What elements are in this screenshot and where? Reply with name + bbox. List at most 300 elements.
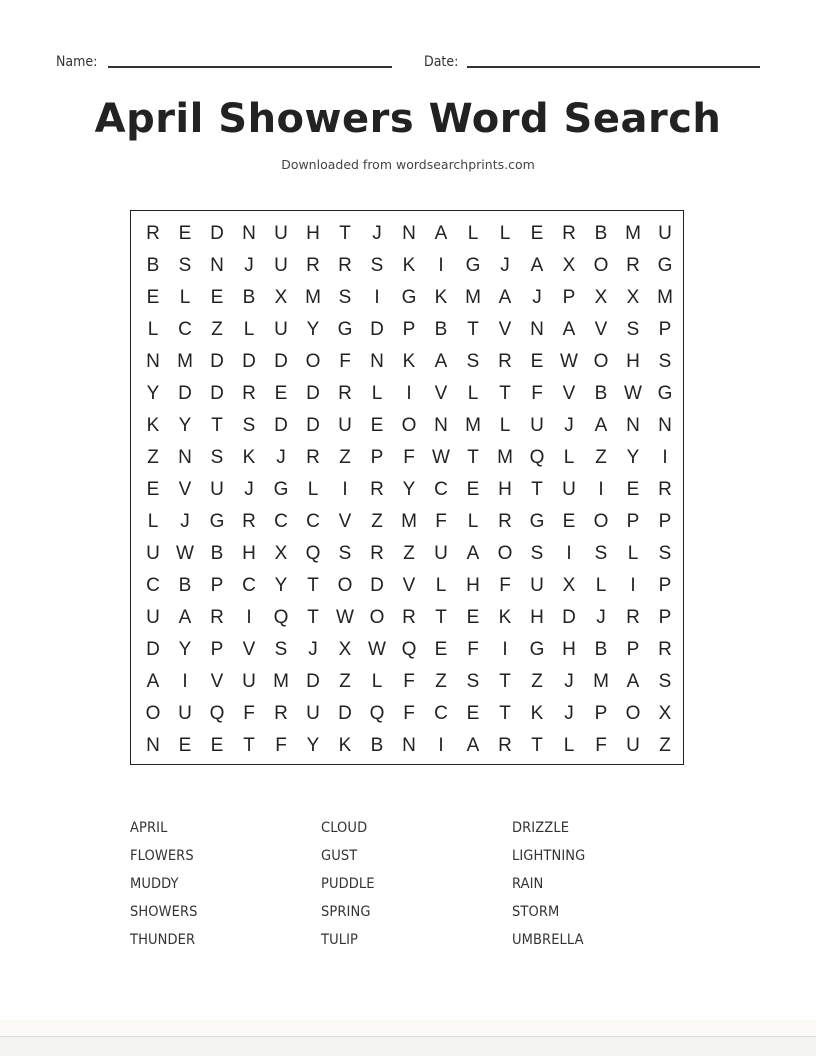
- grid-cell[interactable]: V: [594, 319, 608, 340]
- grid-cell[interactable]: R: [658, 479, 672, 500]
- grid-cell[interactable]: J: [564, 415, 574, 436]
- grid-cell[interactable]: S: [466, 351, 480, 372]
- grid-cell[interactable]: W: [560, 351, 578, 372]
- grid-cell[interactable]: T: [531, 479, 543, 500]
- grid-cell[interactable]: S: [338, 287, 352, 308]
- grid-cell[interactable]: D: [210, 223, 224, 244]
- grid-cell[interactable]: B: [178, 575, 192, 596]
- date-line[interactable]: [467, 66, 760, 68]
- grid-cell[interactable]: E: [466, 703, 480, 724]
- grid-cell[interactable]: E: [626, 479, 640, 500]
- grid-cell[interactable]: R: [626, 255, 640, 276]
- grid-cell[interactable]: K: [338, 735, 352, 756]
- grid-cell[interactable]: R: [274, 703, 288, 724]
- grid-cell[interactable]: G: [337, 319, 353, 340]
- grid-cell[interactable]: U: [178, 703, 192, 724]
- grid-cell[interactable]: M: [305, 287, 321, 308]
- grid-row: [131, 570, 683, 602]
- grid-cell[interactable]: C: [242, 575, 256, 596]
- grid-cell[interactable]: M: [465, 415, 481, 436]
- grid-cell[interactable]: Y: [306, 735, 320, 756]
- grid-cell[interactable]: P: [658, 575, 672, 596]
- grid-cell[interactable]: S: [594, 543, 608, 564]
- grid-cell[interactable]: J: [308, 639, 318, 660]
- grid-cell[interactable]: Y: [626, 447, 640, 468]
- grid-cell[interactable]: S: [626, 319, 640, 340]
- grid-cell[interactable]: B: [594, 383, 608, 404]
- grid-cell[interactable]: U: [530, 415, 544, 436]
- word-list-item: APRIL: [130, 820, 168, 836]
- grid-cell[interactable]: E: [178, 735, 192, 756]
- grid-cell[interactable]: S: [274, 639, 288, 660]
- grid-cell[interactable]: I: [182, 671, 188, 692]
- grid-cell[interactable]: D: [338, 703, 352, 724]
- grid-cell[interactable]: N: [242, 223, 256, 244]
- grid-cell[interactable]: F: [243, 703, 255, 724]
- grid-cell[interactable]: V: [562, 383, 576, 404]
- grid-cell[interactable]: L: [179, 287, 191, 308]
- grid-cell[interactable]: P: [626, 639, 640, 660]
- grid-cell[interactable]: A: [498, 287, 512, 308]
- grid-cell[interactable]: D: [178, 383, 192, 404]
- grid-cell[interactable]: A: [530, 255, 544, 276]
- grid-cell[interactable]: I: [438, 735, 444, 756]
- grid-cell[interactable]: R: [402, 607, 416, 628]
- grid-cell[interactable]: C: [434, 479, 448, 500]
- grid-cell[interactable]: P: [210, 639, 224, 660]
- grid-cell[interactable]: V: [242, 639, 256, 660]
- grid-cell[interactable]: D: [210, 383, 224, 404]
- grid-cell[interactable]: L: [467, 511, 479, 532]
- grid-cell[interactable]: E: [210, 735, 224, 756]
- grid-cell[interactable]: L: [467, 223, 479, 244]
- grid-cell[interactable]: A: [594, 415, 608, 436]
- grid-cell[interactable]: N: [146, 735, 160, 756]
- grid-cell[interactable]: A: [146, 671, 160, 692]
- grid-cell[interactable]: J: [596, 607, 606, 628]
- grid-cell[interactable]: J: [372, 223, 382, 244]
- grid-cell[interactable]: R: [338, 383, 352, 404]
- grid-cell[interactable]: L: [435, 575, 447, 596]
- grid-cell[interactable]: K: [402, 255, 416, 276]
- grid-cell[interactable]: A: [562, 319, 576, 340]
- grid-cell[interactable]: W: [368, 639, 386, 660]
- grid-cell[interactable]: K: [498, 607, 512, 628]
- grid-cell[interactable]: I: [502, 639, 508, 660]
- grid-cell[interactable]: Z: [531, 671, 543, 692]
- grid-cell[interactable]: S: [658, 671, 672, 692]
- grid-cell[interactable]: F: [435, 511, 447, 532]
- grid-cell[interactable]: C: [274, 511, 288, 532]
- grid-cell[interactable]: B: [594, 639, 608, 660]
- grid-cell[interactable]: F: [499, 575, 511, 596]
- grid-cell[interactable]: T: [211, 415, 223, 436]
- grid-cell[interactable]: U: [146, 607, 160, 628]
- grid-cell[interactable]: P: [626, 511, 640, 532]
- grid-cell[interactable]: Z: [339, 447, 351, 468]
- grid-cell[interactable]: S: [242, 415, 256, 436]
- grid-cell[interactable]: S: [658, 543, 672, 564]
- grid-cell[interactable]: G: [529, 639, 545, 660]
- grid-cell[interactable]: I: [566, 543, 572, 564]
- name-label: Name:: [56, 54, 98, 70]
- grid-cell[interactable]: J: [500, 255, 510, 276]
- grid-cell[interactable]: L: [499, 415, 511, 436]
- grid-cell[interactable]: Y: [402, 479, 416, 500]
- grid-cell[interactable]: T: [339, 223, 351, 244]
- grid-cell[interactable]: X: [626, 287, 640, 308]
- grid-cell[interactable]: G: [273, 479, 289, 500]
- grid-cell[interactable]: D: [274, 415, 288, 436]
- grid-cell[interactable]: L: [627, 543, 639, 564]
- grid-cell[interactable]: Q: [305, 543, 321, 564]
- grid-cell[interactable]: O: [593, 255, 609, 276]
- grid-cell[interactable]: R: [306, 255, 320, 276]
- grid-cell[interactable]: Z: [595, 447, 607, 468]
- grid-cell[interactable]: L: [563, 447, 575, 468]
- grid-cell[interactable]: D: [306, 415, 320, 436]
- grid-cell[interactable]: K: [434, 287, 448, 308]
- grid-cell[interactable]: K: [530, 703, 544, 724]
- grid-cell[interactable]: G: [529, 511, 545, 532]
- grid-cell[interactable]: G: [401, 287, 417, 308]
- grid-cell[interactable]: M: [593, 671, 609, 692]
- grid-cell[interactable]: T: [531, 735, 543, 756]
- grid-cell[interactable]: R: [370, 543, 384, 564]
- grid-cell[interactable]: M: [401, 511, 417, 532]
- grid-cell[interactable]: J: [180, 511, 190, 532]
- grid-cell[interactable]: H: [466, 575, 480, 596]
- grid-cell[interactable]: T: [499, 703, 511, 724]
- grid-cell[interactable]: G: [209, 511, 225, 532]
- grid-cell[interactable]: D: [306, 383, 320, 404]
- grid-cell[interactable]: W: [432, 447, 450, 468]
- grid-cell[interactable]: U: [242, 671, 256, 692]
- grid-cell[interactable]: P: [402, 319, 416, 340]
- grid-cell[interactable]: Q: [209, 703, 225, 724]
- grid-cell[interactable]: L: [563, 735, 575, 756]
- grid-cell[interactable]: F: [467, 639, 479, 660]
- grid-cell[interactable]: N: [402, 223, 416, 244]
- grid-cell[interactable]: I: [598, 479, 604, 500]
- grid-cell[interactable]: D: [146, 639, 160, 660]
- grid-cell[interactable]: E: [466, 479, 480, 500]
- grid-cell[interactable]: O: [401, 415, 417, 436]
- grid-cell[interactable]: Z: [211, 319, 223, 340]
- grid-cell[interactable]: I: [630, 575, 636, 596]
- grid-cell[interactable]: U: [210, 479, 224, 500]
- grid-cell[interactable]: U: [306, 703, 320, 724]
- grid-cell[interactable]: J: [244, 479, 254, 500]
- grid-cell[interactable]: J: [564, 703, 574, 724]
- grid-cell[interactable]: S: [338, 543, 352, 564]
- grid-cell[interactable]: U: [658, 223, 672, 244]
- grid-row: [131, 602, 683, 634]
- grid-cell[interactable]: P: [210, 575, 224, 596]
- grid-cell[interactable]: E: [370, 415, 384, 436]
- grid-cell[interactable]: S: [370, 255, 384, 276]
- grid-cell[interactable]: A: [434, 351, 448, 372]
- grid-cell[interactable]: H: [530, 607, 544, 628]
- grid-cell[interactable]: O: [625, 703, 641, 724]
- grid-cell[interactable]: L: [467, 383, 479, 404]
- grid-cell[interactable]: O: [305, 351, 321, 372]
- grid-cell[interactable]: S: [210, 447, 224, 468]
- grid-cell[interactable]: R: [498, 511, 512, 532]
- grid-cell[interactable]: H: [498, 479, 512, 500]
- grid-cell[interactable]: M: [657, 287, 673, 308]
- grid-cell[interactable]: N: [658, 415, 672, 436]
- grid-cell[interactable]: R: [658, 639, 672, 660]
- grid-cell[interactable]: U: [146, 543, 160, 564]
- grid-cell[interactable]: Z: [403, 543, 415, 564]
- grid-cell[interactable]: P: [562, 287, 576, 308]
- grid-cell[interactable]: V: [498, 319, 512, 340]
- grid-cell[interactable]: P: [370, 447, 384, 468]
- grid-cell[interactable]: N: [178, 447, 192, 468]
- grid-cell[interactable]: C: [178, 319, 192, 340]
- grid-cell[interactable]: N: [146, 351, 160, 372]
- grid-cell[interactable]: S: [530, 543, 544, 564]
- grid-cell[interactable]: M: [465, 287, 481, 308]
- grid-cell[interactable]: T: [467, 447, 479, 468]
- grid-cell[interactable]: O: [593, 351, 609, 372]
- word-list-item: THUNDER: [130, 932, 196, 948]
- grid-cell[interactable]: N: [402, 735, 416, 756]
- grid-cell[interactable]: Q: [273, 607, 289, 628]
- grid-cell[interactable]: Y: [178, 415, 192, 436]
- grid-cell[interactable]: R: [210, 607, 224, 628]
- grid-cell[interactable]: Q: [401, 639, 417, 660]
- grid-cell[interactable]: N: [434, 415, 448, 436]
- grid-cell[interactable]: P: [594, 703, 608, 724]
- grid-cell[interactable]: V: [338, 511, 352, 532]
- grid-cell[interactable]: X: [562, 575, 576, 596]
- grid-cell[interactable]: B: [242, 287, 256, 308]
- grid-cell[interactable]: C: [434, 703, 448, 724]
- grid-cell[interactable]: C: [146, 575, 160, 596]
- grid-cell[interactable]: S: [658, 351, 672, 372]
- grid-cell[interactable]: L: [147, 511, 159, 532]
- grid-cell[interactable]: G: [657, 383, 673, 404]
- grid-cell[interactable]: Q: [369, 703, 385, 724]
- grid-cell[interactable]: Z: [371, 511, 383, 532]
- grid-cell[interactable]: O: [145, 703, 161, 724]
- grid-cell[interactable]: V: [178, 479, 192, 500]
- grid-cell[interactable]: B: [146, 255, 160, 276]
- grid-cell[interactable]: V: [210, 671, 224, 692]
- grid-cell[interactable]: A: [626, 671, 640, 692]
- grid-cell[interactable]: T: [467, 319, 479, 340]
- grid-row: [131, 538, 683, 570]
- grid-cell[interactable]: T: [499, 383, 511, 404]
- grid-cell[interactable]: K: [402, 351, 416, 372]
- grid-cell[interactable]: H: [562, 639, 576, 660]
- grid-cell[interactable]: L: [307, 479, 319, 500]
- grid-cell[interactable]: O: [593, 511, 609, 532]
- grid-cell[interactable]: K: [242, 447, 256, 468]
- grid-cell[interactable]: I: [342, 479, 348, 500]
- grid-cell[interactable]: Y: [306, 319, 320, 340]
- grid-cell[interactable]: A: [466, 543, 480, 564]
- grid-cell[interactable]: K: [146, 415, 160, 436]
- word-list-item: TULIP: [321, 932, 358, 948]
- grid-cell[interactable]: J: [276, 447, 286, 468]
- grid-cell[interactable]: X: [562, 255, 576, 276]
- grid-cell[interactable]: B: [434, 319, 448, 340]
- word-list-item: SPRING: [321, 904, 371, 920]
- grid-cell[interactable]: R: [626, 607, 640, 628]
- grid-cell[interactable]: U: [434, 543, 448, 564]
- grid-cell[interactable]: L: [243, 319, 255, 340]
- grid-cell[interactable]: B: [370, 735, 384, 756]
- grid-cell[interactable]: U: [338, 415, 352, 436]
- grid-cell[interactable]: D: [306, 671, 320, 692]
- grid-cell[interactable]: Z: [435, 671, 447, 692]
- grid-cell[interactable]: I: [438, 255, 444, 276]
- grid-cell[interactable]: I: [246, 607, 252, 628]
- grid-cell[interactable]: D: [274, 351, 288, 372]
- grid-cell[interactable]: P: [658, 607, 672, 628]
- grid-cell[interactable]: R: [370, 479, 384, 500]
- grid-cell[interactable]: E: [146, 287, 160, 308]
- grid-cell[interactable]: E: [466, 607, 480, 628]
- grid-cell[interactable]: L: [371, 383, 383, 404]
- grid-cell[interactable]: J: [244, 255, 254, 276]
- grid-cell[interactable]: U: [274, 255, 288, 276]
- grid-cell[interactable]: S: [178, 255, 192, 276]
- grid-cell[interactable]: R: [498, 351, 512, 372]
- grid-cell[interactable]: V: [434, 383, 448, 404]
- grid-cell[interactable]: T: [307, 575, 319, 596]
- name-line[interactable]: [108, 66, 392, 68]
- grid-cell[interactable]: R: [242, 511, 256, 532]
- grid-cell[interactable]: Y: [178, 639, 192, 660]
- grid-cell[interactable]: Y: [274, 575, 288, 596]
- grid-cell[interactable]: Z: [659, 735, 671, 756]
- grid-cell[interactable]: D: [370, 575, 384, 596]
- grid-cell[interactable]: M: [273, 671, 289, 692]
- grid-cell[interactable]: E: [530, 223, 544, 244]
- grid-cell[interactable]: M: [625, 223, 641, 244]
- grid-cell[interactable]: H: [626, 351, 640, 372]
- grid-cell[interactable]: O: [497, 543, 513, 564]
- grid-cell[interactable]: T: [307, 607, 319, 628]
- grid-cell[interactable]: E: [562, 511, 576, 532]
- grid-cell[interactable]: F: [339, 351, 351, 372]
- grid-cell[interactable]: Y: [146, 383, 160, 404]
- grid-cell[interactable]: D: [562, 607, 576, 628]
- grid-cell[interactable]: F: [403, 447, 415, 468]
- grid-cell[interactable]: S: [466, 671, 480, 692]
- grid-cell[interactable]: D: [242, 351, 256, 372]
- grid-cell[interactable]: E: [530, 351, 544, 372]
- grid-cell[interactable]: N: [626, 415, 640, 436]
- grid-cell[interactable]: A: [466, 735, 480, 756]
- grid-cell[interactable]: B: [210, 543, 224, 564]
- grid-cell[interactable]: T: [435, 607, 447, 628]
- grid-cell[interactable]: F: [403, 671, 415, 692]
- grid-cell[interactable]: C: [306, 511, 320, 532]
- grid-cell[interactable]: W: [176, 543, 194, 564]
- grid-cell[interactable]: D: [210, 351, 224, 372]
- grid-cell[interactable]: T: [243, 735, 255, 756]
- grid-cell[interactable]: L: [595, 575, 607, 596]
- grid-cell[interactable]: A: [434, 223, 448, 244]
- grid-cell[interactable]: X: [338, 639, 352, 660]
- grid-cell[interactable]: X: [274, 543, 288, 564]
- grid-cell[interactable]: U: [274, 223, 288, 244]
- grid-cell[interactable]: J: [532, 287, 542, 308]
- grid-cell[interactable]: G: [465, 255, 481, 276]
- grid-cell[interactable]: R: [562, 223, 576, 244]
- grid-cell[interactable]: R: [306, 447, 320, 468]
- grid-cell[interactable]: E: [274, 383, 288, 404]
- grid-cell[interactable]: W: [624, 383, 642, 404]
- grid-cell[interactable]: F: [595, 735, 607, 756]
- grid-cell[interactable]: H: [242, 543, 256, 564]
- grid-cell[interactable]: O: [337, 575, 353, 596]
- grid-cell[interactable]: F: [403, 703, 415, 724]
- grid-cell[interactable]: E: [146, 479, 160, 500]
- grid-cell[interactable]: N: [370, 351, 384, 372]
- grid-cell[interactable]: U: [274, 319, 288, 340]
- grid-cell[interactable]: X: [658, 703, 672, 724]
- grid-cell[interactable]: P: [658, 511, 672, 532]
- grid-cell[interactable]: X: [594, 287, 608, 308]
- grid-cell[interactable]: U: [626, 735, 640, 756]
- grid-cell[interactable]: F: [275, 735, 287, 756]
- grid-cell[interactable]: W: [336, 607, 354, 628]
- grid-cell[interactable]: E: [178, 223, 192, 244]
- grid-cell[interactable]: E: [434, 639, 448, 660]
- grid-cell[interactable]: Z: [147, 447, 159, 468]
- grid-cell[interactable]: R: [146, 223, 160, 244]
- grid-cell[interactable]: Q: [529, 447, 545, 468]
- grid-cell[interactable]: O: [369, 607, 385, 628]
- grid-cell[interactable]: P: [658, 319, 672, 340]
- grid-cell[interactable]: R: [242, 383, 256, 404]
- grid-cell[interactable]: L: [499, 223, 511, 244]
- grid-cell[interactable]: I: [406, 383, 412, 404]
- grid-cell[interactable]: Z: [339, 671, 351, 692]
- grid-cell[interactable]: R: [498, 735, 512, 756]
- grid-cell[interactable]: E: [210, 287, 224, 308]
- grid-cell[interactable]: I: [374, 287, 380, 308]
- grid-cell[interactable]: L: [147, 319, 159, 340]
- grid-cell[interactable]: X: [274, 287, 288, 308]
- grid-cell[interactable]: T: [499, 671, 511, 692]
- grid-cell[interactable]: U: [562, 479, 576, 500]
- grid-cell[interactable]: G: [657, 255, 673, 276]
- grid-cell[interactable]: M: [497, 447, 513, 468]
- grid-cell[interactable]: F: [531, 383, 543, 404]
- grid-cell[interactable]: H: [306, 223, 320, 244]
- grid-cell[interactable]: D: [370, 319, 384, 340]
- grid-cell[interactable]: M: [177, 351, 193, 372]
- grid-cell[interactable]: J: [564, 671, 574, 692]
- grid-cell[interactable]: N: [530, 319, 544, 340]
- grid-cell[interactable]: R: [338, 255, 352, 276]
- grid-cell[interactable]: U: [530, 575, 544, 596]
- word-list-item: CLOUD: [321, 820, 368, 836]
- grid-cell[interactable]: V: [402, 575, 416, 596]
- grid-cell[interactable]: B: [594, 223, 608, 244]
- grid-cell[interactable]: I: [662, 447, 668, 468]
- grid-cell[interactable]: L: [371, 671, 383, 692]
- grid-cell[interactable]: A: [178, 607, 192, 628]
- grid-cell[interactable]: N: [210, 255, 224, 276]
